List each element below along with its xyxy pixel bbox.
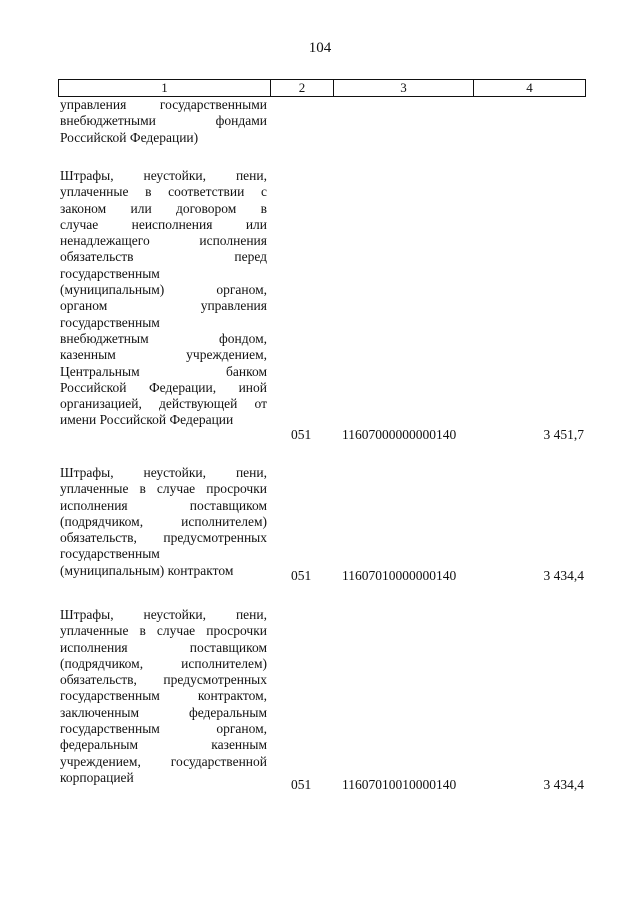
description-line: заключенным федеральным: [60, 704, 267, 720]
description-line: уплаченные в соответствии с: [60, 184, 267, 200]
kbk-code: 11607010000000140: [342, 568, 457, 583]
description-line: Российской Федерации, иной: [60, 379, 267, 395]
description-line: законом или договором в: [60, 200, 267, 216]
description-line: Центральным банком: [60, 363, 267, 379]
description-line: Штрафы, неустойки, пени,: [60, 607, 267, 622]
admin-code: 051: [291, 777, 312, 792]
description-line: государственным: [60, 314, 160, 330]
description-line: (подрядчиком, исполнителем): [60, 655, 267, 671]
amount: 3 434,4: [543, 568, 584, 583]
description-line: исполнения поставщиком: [60, 639, 267, 655]
description-line: обязательств, предусмотренных: [60, 672, 267, 688]
admin-code: 051: [291, 568, 312, 583]
kbk-code: 11607010010000140: [342, 777, 457, 792]
description-line: государственным контрактом,: [60, 688, 267, 704]
admin-code: 051: [291, 427, 312, 442]
description-line: внебюджетным фондом,: [60, 330, 267, 346]
description-line: казенным учреждением,: [60, 347, 267, 363]
description-line: Штрафы, неустойки, пени,: [60, 168, 267, 183]
amount: 3 451,7: [543, 427, 584, 442]
column-header-1: 1: [59, 80, 271, 97]
description-line: случае неисполнения или: [60, 216, 267, 232]
row-description: [60, 465, 267, 579]
row-description: [60, 168, 267, 429]
description-line: государственным: [60, 546, 160, 562]
description-line: государственным органом,: [60, 721, 267, 737]
description-line: учреждением, государственной: [60, 753, 267, 769]
column-header-4: 4: [474, 80, 586, 97]
intro-text: [60, 97, 267, 146]
kbk-code: 11607000000000140: [342, 427, 457, 442]
description-line: федеральным казенным: [60, 737, 267, 753]
amount: 3 434,4: [543, 777, 584, 792]
description-line: (муниципальным) органом,: [60, 282, 267, 298]
row-description: [60, 607, 267, 786]
intro-line-text: внебюджетными фондами: [60, 113, 267, 129]
intro-line-text: Российской Федерации): [60, 129, 199, 145]
column-header-2: 2: [271, 80, 334, 97]
description-line: (муниципальным) контрактом: [60, 562, 234, 578]
description-line: уплаченные в случае просрочки: [60, 623, 267, 639]
intro-line: [60, 97, 267, 113]
intro-line-text: управления государственными: [60, 97, 267, 112]
description-line: уплаченные в случае просрочки: [60, 481, 267, 497]
intro-line: [60, 113, 267, 129]
description-line: Штрафы, неустойки, пени,: [60, 465, 267, 480]
description-line: (подрядчиком, исполнителем): [60, 513, 267, 529]
description-line: имени Российской Федерации: [60, 412, 234, 428]
page-number: 104: [308, 40, 332, 56]
description-line: государственным: [60, 265, 160, 281]
description-line: ненадлежащего исполнения: [60, 233, 267, 249]
column-header-table: [58, 79, 586, 97]
description-line: исполнения поставщиком: [60, 497, 267, 513]
description-line: обязательств перед: [60, 249, 267, 265]
description-line: обязательств, предусмотренных: [60, 530, 267, 546]
column-header-3: 3: [334, 80, 474, 97]
description-line: органом управления: [60, 298, 267, 314]
column-header-row: [59, 80, 586, 97]
description-line: организацией, действующей от: [60, 396, 267, 412]
description-line: корпорацией: [60, 769, 134, 785]
intro-line: [60, 130, 267, 146]
